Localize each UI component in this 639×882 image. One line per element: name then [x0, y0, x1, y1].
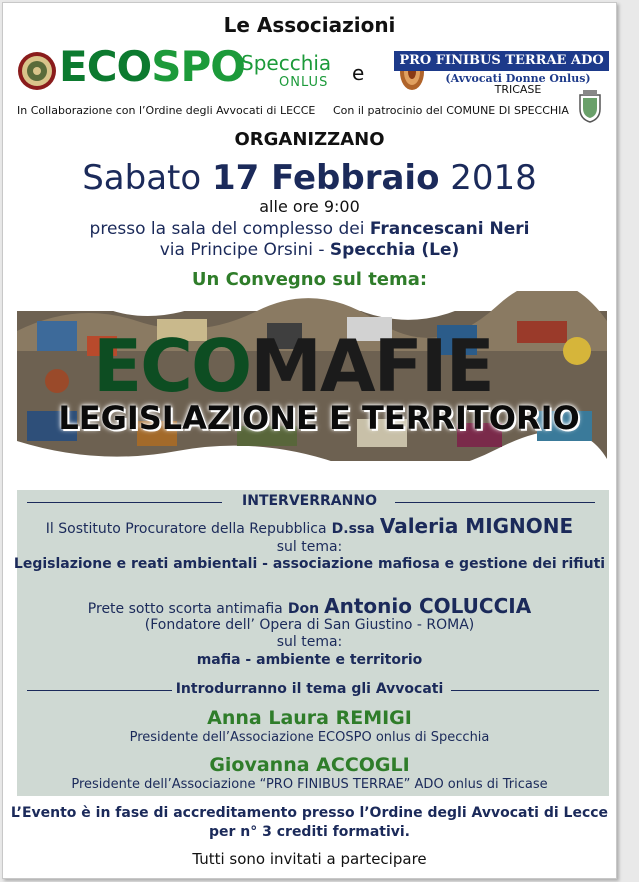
ecospo-logo: ECOSPO	[59, 42, 245, 91]
moderator-1-name: Anna Laura REMIGI	[207, 707, 412, 729]
ecospo-seal-icon	[17, 51, 57, 91]
organizzano-heading: ORGANIZZANO	[234, 129, 385, 150]
patronage-text: Con il patrocinio del COMUNE DI SPECCHIA	[333, 104, 569, 117]
event-address: via Principe Orsini - Specchia (Le)	[159, 240, 460, 260]
speakers-heading: INTERVERRANNO	[242, 493, 377, 509]
speaker-1-topic: Legislazione e reati ambientali - associazione mafiosa e gestione dei rifiuti	[13, 556, 606, 572]
speaker-2-line: Prete sotto scorta antimafia Don Antonio COLUCCIA	[87, 594, 532, 618]
conjunction: e	[352, 61, 365, 85]
event-flyer	[2, 2, 617, 879]
moderator-2-role: Presidente dell’Associazione “PRO FINIBUS TERRAE” ADO onlus di Tricase	[71, 777, 548, 792]
ecospo-logo-town: Specchia	[241, 51, 332, 75]
comune-crest-icon	[577, 89, 603, 123]
pft-logo-city: TRICASE	[494, 83, 542, 96]
accreditation-line-1: L’Evento è in fase di accreditamento presso l’Ordine degli Avvocati di Lecce	[10, 805, 609, 821]
event-date: Sabato 17 Febbraio 2018	[82, 158, 537, 198]
pft-logo-subtitle: (Avvocati Donne Onlus)	[445, 72, 591, 85]
invitation-text: Tutti sono invitati a partecipare	[192, 850, 427, 868]
accreditation-line-2: per n° 3 crediti formativi.	[208, 824, 411, 840]
speaker-1-line: Il Sostituto Procuratore della Repubblica D.ssa Valeria MIGNONE	[45, 514, 574, 538]
moderator-1-role: Presidente dell’Associazione ECOSPO onlus di Specchia	[129, 730, 490, 745]
ecomafie-subtitle: LEGISLAZIONE E TERRITORIO	[58, 399, 580, 437]
speaker-2-topic: mafia - ambiente e territorio	[196, 652, 423, 668]
ecomafie-title: ECOMAFIE	[93, 324, 493, 408]
associations-heading: Le Associazioni	[223, 13, 396, 37]
pft-logo-name: PRO FINIBUS TERRAE ADO	[394, 51, 609, 71]
ecospo-logo-onlus: ONLUS	[279, 75, 329, 90]
collaboration-text: In Collaborazione con l’Ordine degli Avvocati di LECCE	[17, 104, 316, 117]
speaker-1-on: sul tema:	[276, 539, 343, 555]
speaker-2-desc: (Fondatore dell’ Opera di San Giustino - ROMA)	[144, 617, 475, 633]
speaker-2-on: sul tema:	[276, 634, 343, 650]
convegno-heading: Un Convegno sul tema:	[191, 269, 428, 290]
moderator-2-name: Giovanna ACCOGLI	[209, 754, 410, 776]
intro-heading: Introdurranno il tema gli Avvocati	[175, 681, 444, 697]
event-time: alle ore 9:00	[259, 197, 360, 216]
event-venue: presso la sala del complesso dei Francescani Neri	[89, 219, 530, 239]
